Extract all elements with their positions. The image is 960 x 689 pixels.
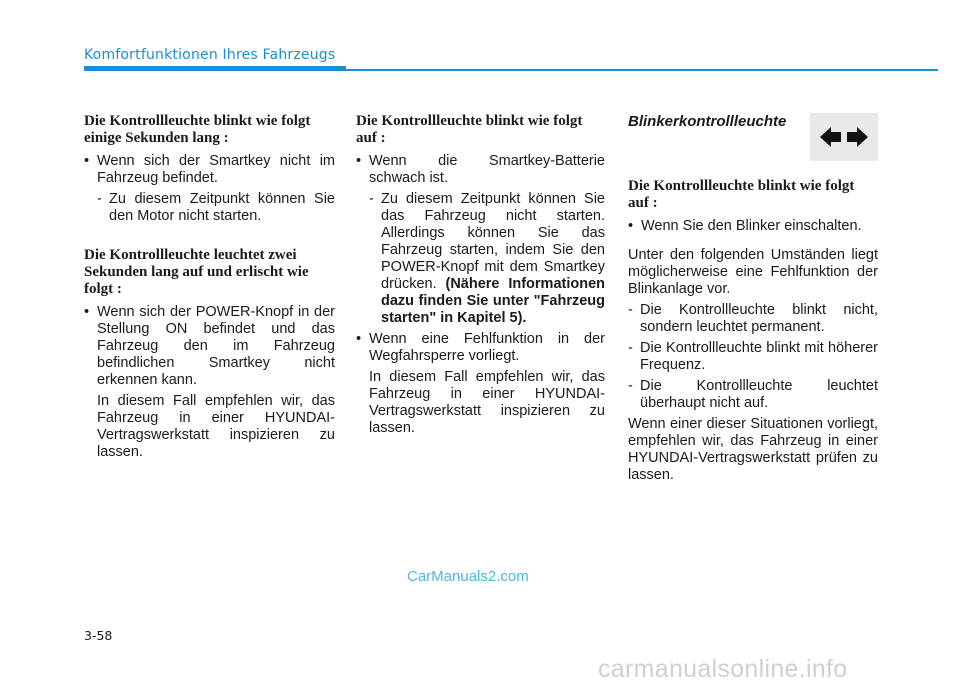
heading-lights-two-seconds: Die Kontrollleuchte leuchtet zwei Sekunden lang auf und erlischt wie folgt : [84,247,309,297]
list-item-text: Die Kontrollleuchte blinkt mit höherer Frequenz. [640,340,878,373]
paragraph: In diesem Fall empfehlen wir, das Fahrzeug in einer HYUNDAI-Vertragswerkstatt inspizieren zu lassen. [97,393,335,460]
dash-marker: - [628,378,633,394]
bullet-marker: • [84,153,90,169]
list-item-text: Die Kontrollleuchte leuchtet überhaupt nicht auf. [640,378,878,411]
footer-watermark: carmanualsonline.info [598,655,848,683]
list-item [628,302,878,336]
list-item [356,153,605,187]
turn-signal-arrows-icon [820,127,868,147]
list-item [356,331,605,365]
column-2 [356,113,605,441]
bullet-marker: • [356,153,362,169]
list-item [628,218,878,235]
column-1 [84,113,335,465]
list-item-text: Die Kontrollleuchte blinkt nicht, sondern leuchtet permanent. [640,302,878,335]
header-rule-thick [84,66,346,71]
bullet-marker: • [356,331,362,347]
list-item-text: Wenn sich der Smartkey nicht im Fahrzeug befindet. [97,153,335,186]
section-title: Blinkerkontrollleuchte [628,113,787,130]
dash-marker: - [97,191,102,207]
sub-list-item [369,191,605,327]
column-3 [628,113,878,488]
sub-list-item [97,191,335,225]
watermark-text: CarManuals2.com [407,568,529,585]
turn-signal-indicator-box [810,113,878,161]
heading-blinks: Die Kontrollleuchte blinkt wie folgt auf : [356,113,583,146]
list-item [84,153,335,187]
dash-marker: - [628,340,633,356]
sub-list-item-text: Zu diesem Zeitpunkt können Sie den Motor nicht starten. [109,191,335,224]
page-number: 3-58 [84,628,113,643]
paragraph: In diesem Fall empfehlen wir, das Fahrzeug in einer HYUNDAI-Vertragswerkstatt inspizieren zu lassen. [369,369,605,436]
section-header-title: Komfortfunktionen Ihres Fahrzeugs [84,47,336,63]
heading-blinks: Die Kontrollleuchte blinkt wie folgt auf : [628,178,855,211]
paragraph: Unter den folgenden Umständen liegt möglicherweise eine Fehlfunktion der Blinkanlage vor. [628,247,878,297]
list-item [628,378,878,412]
list-item-text: Wenn Sie den Blinker einschalten. [641,218,862,234]
dash-marker: - [628,302,633,318]
list-item [628,340,878,374]
list-item [84,304,335,389]
dash-marker: - [369,191,374,207]
bullet-marker: • [628,218,634,234]
sub-list-item-text: Zu diesem Zeitpunkt können Sie das Fahrzeug nicht starten. Allerdings können Sie das Fahrzeug starten, indem Sie den POWER-Knopf mit dem Smartkey drücken. [381,191,605,292]
header-rule-thin [346,69,938,71]
heading-blinks-seconds: Die Kontrollleuchte blinkt wie folgt einige Sekunden lang : [84,113,311,146]
list-item-text: Wenn sich der POWER-Knopf in der Stellung ON befindet und das Fahrzeug den im Fahrzeug befindlichen Smartkey nicht erkennen kann. [97,304,335,388]
list-item-text: Wenn eine Fehlfunktion in der Wegfahrsperre vorliegt. [369,331,605,364]
sub-list-item-note: (Nähere Informationen dazu finden Sie unter "Fahrzeug starten" in Kapitel 5). [381,276,605,326]
bullet-marker: • [84,304,90,320]
paragraph: Wenn einer dieser Situationen vorliegt, empfehlen wir, das Fahrzeug in einer HYUNDAI-Vertragswerkstatt prüfen zu lassen. [628,416,878,483]
list-item-text: Wenn die Smartkey-Batterie schwach ist. [369,153,605,186]
